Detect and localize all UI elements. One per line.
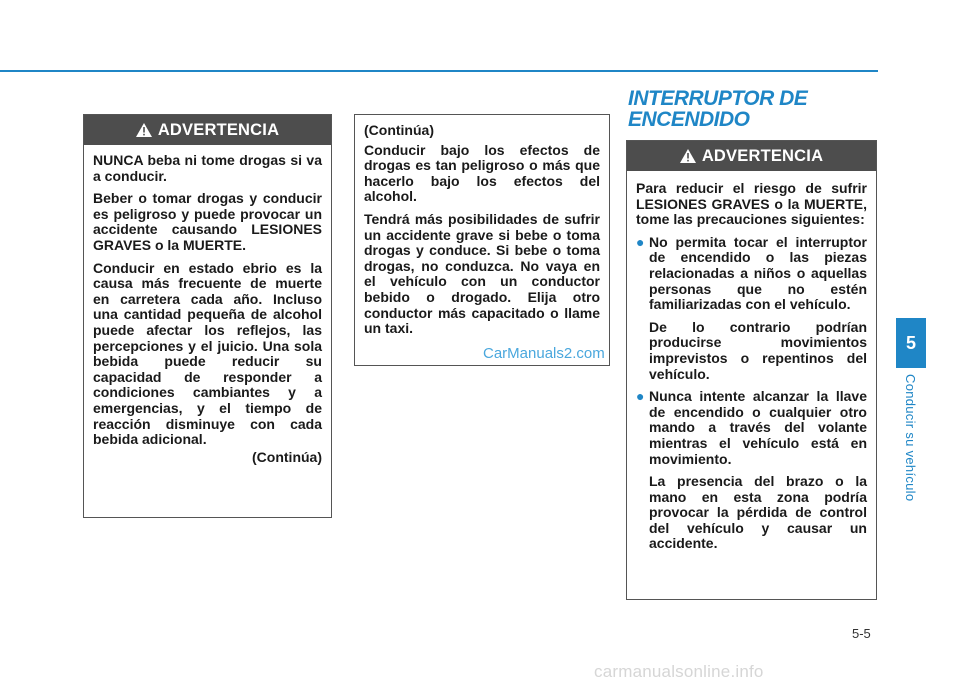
list-item bbox=[636, 389, 867, 552]
bullet-icon: ● bbox=[636, 233, 645, 250]
intro-paragraph: Para reducir el riesgo de sufrir LESIONES GRAVES o la MUERTE, tome las precauciones siguientes: bbox=[636, 180, 867, 228]
paragraph: NUNCA beba ni tome drogas si va a conducir. bbox=[93, 152, 322, 184]
warning-triangle-icon bbox=[136, 123, 152, 137]
page-number: 5-5 bbox=[852, 626, 871, 641]
watermark-carmanuals: CarManuals2.com bbox=[483, 345, 605, 362]
bullet-icon: ● bbox=[636, 388, 645, 405]
list-item bbox=[636, 235, 867, 382]
section-title-line: ENCENDIDO bbox=[628, 108, 750, 131]
bullet-text: Nunca intente alcanzar la llave de encendido o cualquier otro mando a través del volante mientras el vehículo está en movimiento. bbox=[649, 388, 867, 467]
section-title-line: INTERRUPTOR DE bbox=[628, 87, 808, 110]
warning-box-ignition bbox=[626, 140, 877, 600]
section-title bbox=[628, 88, 807, 130]
bullet-list bbox=[636, 235, 867, 552]
warning-header bbox=[627, 141, 876, 171]
bullet-subtext: La presencia del brazo o la mano en esta zona podría provocar la pérdida de control del vehículo y causar un accidente. bbox=[649, 473, 867, 552]
bullet-subtext: De lo contrario podrían producirse movimientos imprevistos o repentinos del vehículo. bbox=[649, 318, 867, 382]
header-rule bbox=[0, 70, 878, 72]
continued-note: (Continúa) bbox=[364, 122, 434, 138]
chapter-tab: 5 bbox=[896, 318, 926, 368]
warning-box-alcohol bbox=[83, 114, 332, 518]
paragraph: Beber o tomar drogas y conducir es peligroso y puede provocar un accidente causando LESIONES GRAVES o la MUERTE. bbox=[93, 190, 322, 253]
warning-heading: ADVERTENCIA bbox=[701, 146, 824, 165]
warning-header bbox=[84, 115, 331, 145]
paragraph: Tendrá más posibilidades de sufrir un accidente grave si bebe o toma drogas y conduce. Si bebe o toma drogas, no conduzca. No vaya en el vehículo con un conductor bebido o drogado. Elija otro conductor más capacitado o llame un taxi. bbox=[364, 210, 600, 337]
warning-heading: ADVERTENCIA bbox=[157, 120, 280, 139]
watermark-site: carmanualsonline.info bbox=[594, 662, 764, 681]
continues-note: (Continúa) bbox=[252, 448, 322, 465]
warning-triangle-icon bbox=[680, 149, 696, 163]
bullet-text: No permita tocar el interruptor de encendido o las piezas relacionadas a niños o aquellas personas que no estén familiarizadas con el vehículo. bbox=[649, 233, 867, 313]
paragraph: Conducir en estado ebrio es la causa más frecuente de muerte en carretera cada año. Incluso una cantidad pequeña de alcohol puede afectar los reflejos, las percepciones y el juicio. Una sola bebida puede reducir su capacidad de responder a condiciones cambiantes y a emergencias, y el tiempo de reacción disminuye con cada bebida adicional. bbox=[93, 259, 322, 448]
chapter-label: Conducir su vehículo bbox=[903, 374, 918, 502]
warning-box-continued bbox=[354, 114, 610, 366]
paragraph: Conducir bajo los efectos de drogas es tan peligroso o más que hacerlo bajo los efectos del alcohol. bbox=[364, 141, 600, 205]
